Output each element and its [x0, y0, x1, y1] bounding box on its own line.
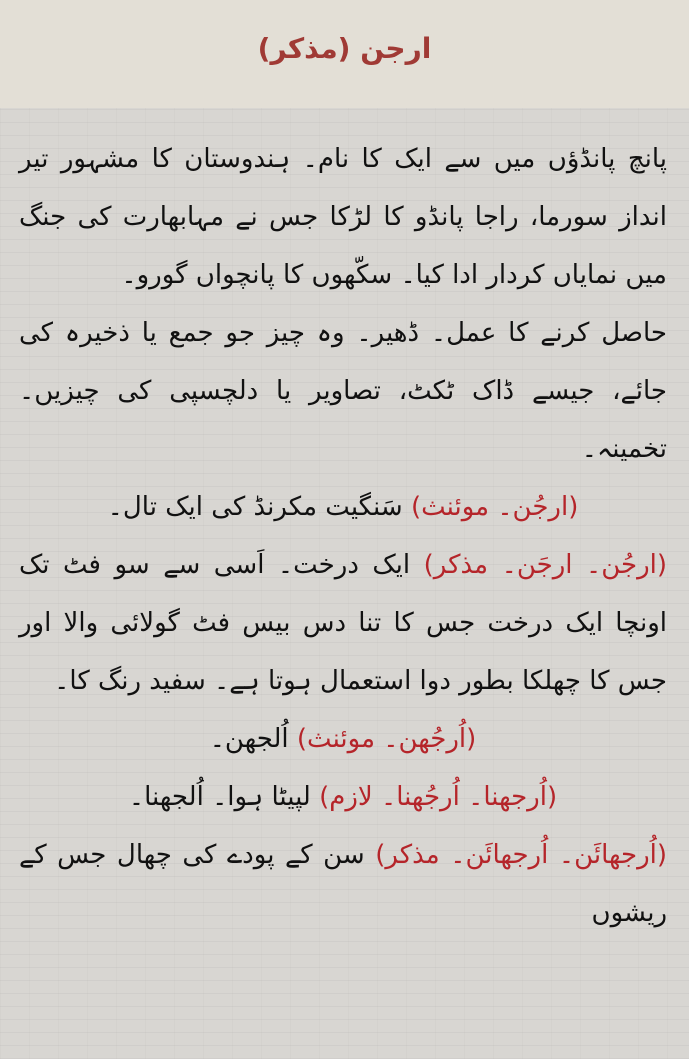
definition-paragraph-3 — [19, 478, 667, 536]
entry-tag: (اُرجھنا۔ اُرجُھنا۔ لازم) — [319, 782, 558, 812]
definition-text: سَنگیت مکرنڈ کی ایک تال۔ — [107, 492, 403, 522]
entry-body — [19, 130, 667, 942]
definition-paragraph-1 — [19, 130, 667, 304]
definition-text: سن کے پودے کی چھال جس کے ریشوں — [19, 840, 667, 928]
definition-paragraph-6 — [19, 768, 667, 826]
definition-text: پانچ پانڈؤں میں سے ایک کا نام۔ ہندوستان کا مشہور تیر انداز سورما، راجا پانڈو کا لڑکا جس نے مہابھارت کی جنگ میں نمایاں کردار ادا کیا۔ سکّھوں کا پانچواں گورو۔ — [19, 144, 667, 290]
entry-tag: (اُرجھائَن۔ اُرجھائَن۔ مذکر) — [375, 840, 668, 870]
definition-text: لپیٹا ہوا۔ اُلجھنا۔ — [128, 782, 311, 812]
entry-tag: (ارجُن۔ موئنث) — [410, 492, 579, 522]
entry-tag: (ارجُن۔ ارجَن۔ مذکر) — [423, 550, 668, 580]
definition-text: ایک درخت۔ اَسی سے سو فٹ تک اونچا ایک درخت جس کا تنا دس بیس فٹ گولائی والا اور جس کا چھلکا بطور دوا استعمال ہوتا ہے۔ سفید رنگ کا۔ — [19, 550, 667, 696]
entry-title: ارجن (مذکر) — [257, 32, 432, 65]
definition-paragraph-7 — [19, 826, 667, 942]
definition-text: اُلجھن۔ — [209, 724, 289, 754]
definition-text: حاصل کرنے کا عمل۔ ڈھیر۔ وہ چیز جو جمع یا ذخیرہ کی جائے، جیسے ڈاک ٹکٹ، تصاویر یا دلچسپی کی چیزیں۔ تخمینہ۔ — [19, 318, 667, 464]
definition-paragraph-4 — [19, 536, 667, 710]
entry-tag: (اُرجُھن۔ موئنث) — [296, 724, 477, 754]
definition-paragraph-5 — [19, 710, 667, 768]
definition-paragraph-2 — [19, 304, 667, 478]
